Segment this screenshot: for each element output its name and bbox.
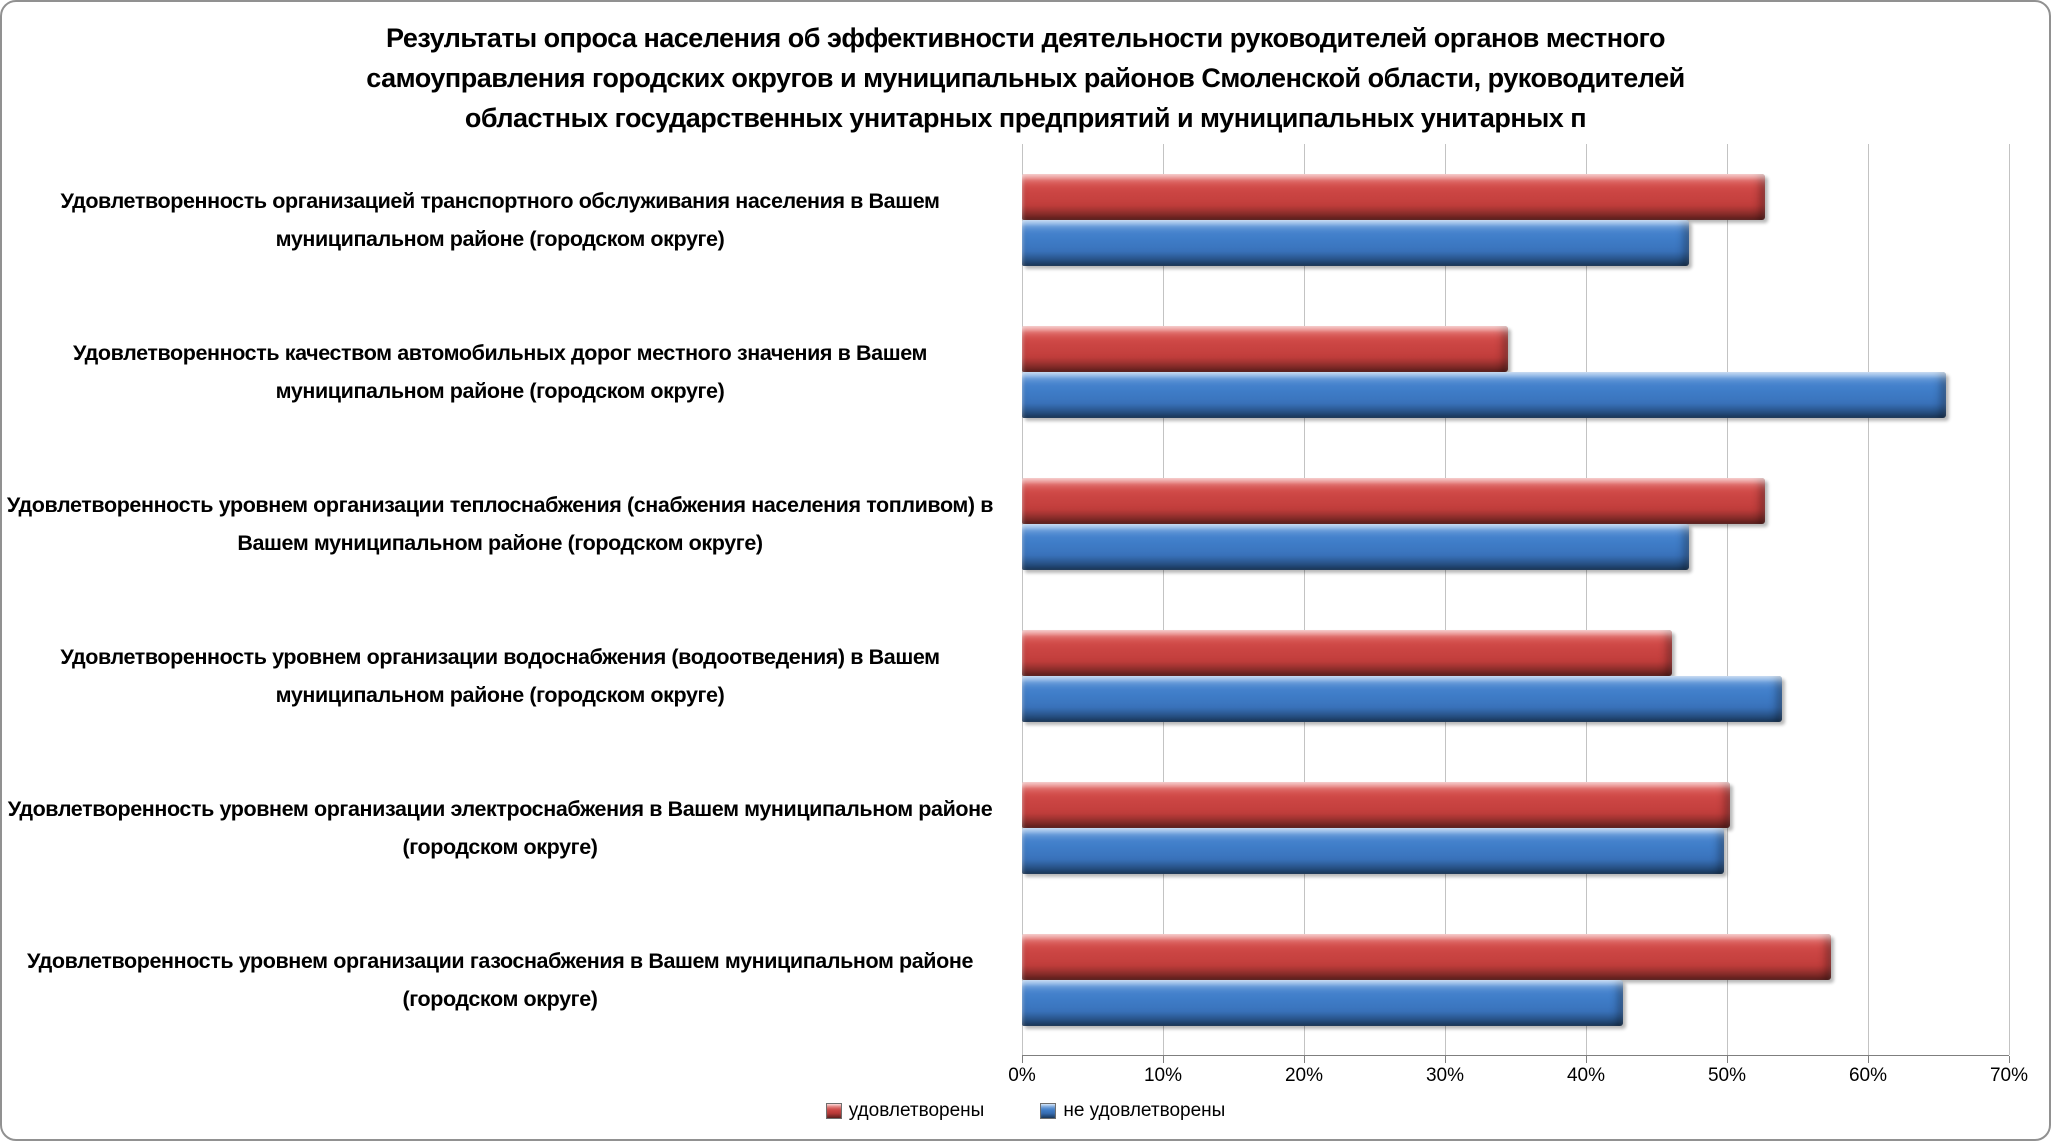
tick-mark-50 — [1727, 1056, 1728, 1063]
chart-title — [2, 2, 2049, 138]
bar-group-roads — [1022, 296, 2009, 448]
x-tick-label-10: 10% — [1143, 1065, 1182, 1086]
legend-label-satisfied: удовлетворены — [848, 1100, 985, 1121]
category-axis — [2, 144, 1022, 1056]
bar-satisfied-roads — [1022, 326, 1508, 372]
legend — [2, 1100, 2049, 1122]
chart-title-line-1: Результаты опроса населения об эффективности деятельности руководителей органов местного — [386, 23, 1665, 53]
legend-swatch-satisfied — [826, 1103, 842, 1119]
chart-title-line-2: самоуправления городских округов и муниципальных районов Смоленской области, руководителей — [366, 63, 1685, 93]
legend-item-not-satisfied — [1040, 1100, 1225, 1122]
legend-label-not-satisfied: не удовлетворены — [1063, 1100, 1226, 1121]
category-label-water: Удовлетворенность уровнем организации водоснабжения (водоотведения) в Вашем муниципальном районе (городском округе) — [60, 645, 940, 707]
x-axis — [2, 1056, 2049, 1092]
bar-group-electricity — [1022, 752, 2009, 904]
x-tick-label-40: 40% — [1566, 1065, 1606, 1086]
x-tick-label-20: 20% — [1284, 1065, 1323, 1086]
tick-mark-70 — [2009, 1056, 2010, 1063]
bar-not-satisfied-transport — [1022, 220, 1689, 266]
category-label-roads: Удовлетворенность качеством автомобильных дорог местного значения в Вашем муниципальном районе (городском округе) — [72, 341, 927, 403]
bar-not-satisfied-roads — [1022, 372, 1946, 418]
tick-mark-60 — [1868, 1056, 1869, 1063]
tick-mark-0 — [1022, 1056, 1023, 1063]
tick-mark-40 — [1586, 1056, 1587, 1063]
chart-body — [2, 144, 2049, 1056]
x-tick-label-30: 30% — [1425, 1065, 1464, 1086]
bar-not-satisfied-gas — [1022, 980, 1623, 1026]
chart-title-line-3: областных государственных унитарных предприятий и муниципальных унитарных п — [464, 103, 1587, 133]
category-label-gas: Удовлетворенность уровнем организации газоснабжения в Вашем муниципальном районе (городском округе) — [26, 949, 974, 1011]
bar-satisfied-water — [1022, 630, 1672, 676]
category-label-transport: Удовлетворенность организацией транспортного обслуживания населения в Вашем муниципальном районе (городском округе) — [60, 189, 940, 251]
x-tick-label-60: 60% — [1848, 1065, 1888, 1086]
bar-group-water — [1022, 600, 2009, 752]
x-axis-ticks — [1008, 1056, 2029, 1092]
x-tick-label-0: 0% — [1008, 1065, 1036, 1086]
bar-not-satisfied-heating — [1022, 524, 1689, 570]
category-label-electricity: Удовлетворенность уровнем организации электроснабжения в Вашем муниципальном районе (городском округе) — [7, 797, 993, 859]
bar-not-satisfied-water — [1022, 676, 1782, 722]
bar-satisfied-gas — [1022, 934, 1831, 980]
tick-mark-30 — [1445, 1056, 1446, 1063]
tick-mark-20 — [1304, 1056, 1305, 1063]
legend-item-satisfied — [826, 1100, 985, 1122]
plot-area — [1022, 144, 2009, 1056]
legend-swatch-not-satisfied — [1040, 1103, 1056, 1119]
bar-not-satisfied-electricity — [1022, 828, 1724, 874]
gridline-70 — [2009, 144, 2010, 1055]
bar-satisfied-transport — [1022, 174, 1765, 220]
x-tick-label-50: 50% — [1707, 1065, 1747, 1086]
bar-group-heating — [1022, 448, 2009, 600]
bar-satisfied-heating — [1022, 478, 1765, 524]
bar-satisfied-electricity — [1022, 782, 1730, 828]
tick-mark-10 — [1163, 1056, 1164, 1063]
x-tick-label-70: 70% — [1989, 1065, 2029, 1086]
category-label-heating: Удовлетворенность уровнем организации теплоснабжения (снабжения населения топливом) в Вашем муниципальном районе (городском округе) — [6, 493, 994, 555]
bar-group-gas — [1022, 904, 2009, 1056]
x-axis-spacer — [2, 1056, 1022, 1092]
bar-group-transport — [1022, 144, 2009, 296]
